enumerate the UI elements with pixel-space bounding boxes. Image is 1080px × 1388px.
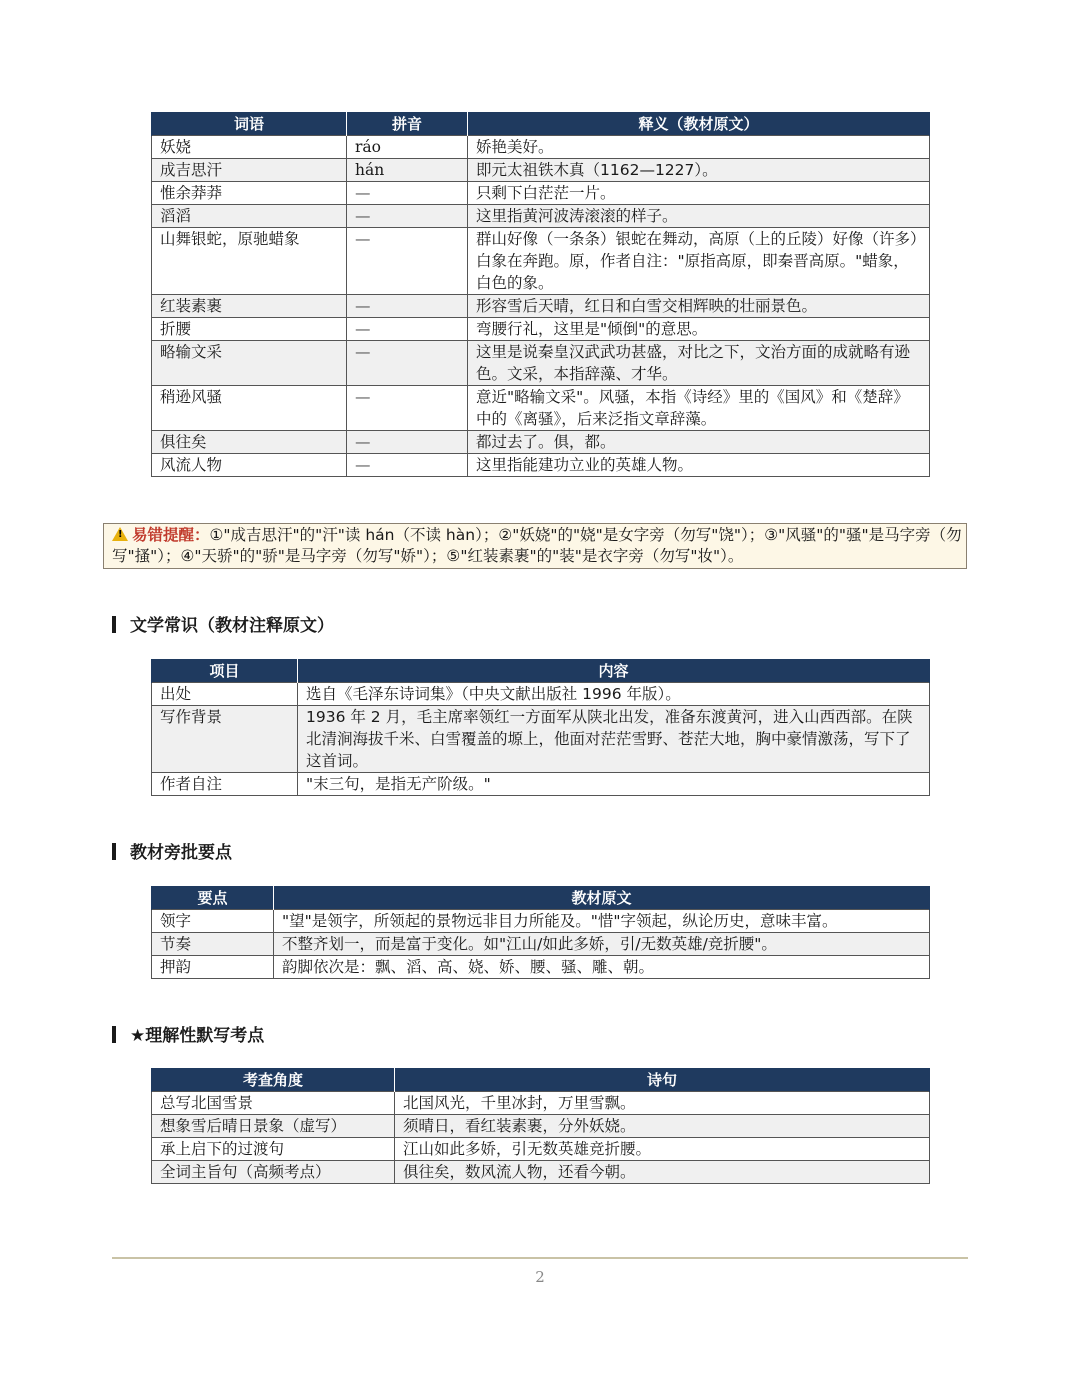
table-row xyxy=(152,182,930,205)
pinyin-cell: — xyxy=(347,205,468,228)
word-cell: 滔滔 xyxy=(152,205,347,228)
word-cell: 折腰 xyxy=(152,318,347,341)
meaning-cell: 都过去了。俱，都。 xyxy=(468,431,930,454)
pinyin-cell: ráo xyxy=(347,136,468,159)
item-cell: 出处 xyxy=(152,683,298,706)
dictation-table xyxy=(151,1068,930,1184)
content-cell: 选自《毛泽东诗词集》（中央文献出版社 1996 年版）。 xyxy=(298,683,930,706)
section-bar xyxy=(112,1026,116,1043)
section-title: 教材旁批要点 xyxy=(130,843,232,863)
table-row xyxy=(152,454,930,477)
item-cell: 写作背景 xyxy=(152,706,298,773)
line-cell: 江山如此多娇，引无数英雄竞折腰。 xyxy=(395,1138,930,1161)
header-point: 要点 xyxy=(152,886,274,910)
page-number: 2 xyxy=(535,1268,545,1286)
header-angle: 考查角度 xyxy=(152,1068,395,1092)
header-content: 内容 xyxy=(298,659,930,683)
meaning-cell: 这里指黄河波涛滚滚的样子。 xyxy=(468,205,930,228)
pinyin-cell: — xyxy=(347,228,468,295)
tip-label: 易错提醒： xyxy=(132,526,210,544)
section-bar xyxy=(112,616,116,633)
table-row xyxy=(152,318,930,341)
section-heading-dictation xyxy=(112,1025,264,1047)
pinyin-cell: — xyxy=(347,386,468,431)
table-row xyxy=(152,159,930,182)
line-cell: 北国风光，千里冰封，万里雪飘。 xyxy=(395,1092,930,1115)
header-pinyin: 拼音 xyxy=(347,112,468,136)
section-bar xyxy=(112,843,116,860)
pinyin-cell: — xyxy=(347,341,468,386)
angle-cell: 全词主旨句（高频考点） xyxy=(152,1161,395,1184)
angle-cell: 总写北国雪景 xyxy=(152,1092,395,1115)
point-cell: 领字 xyxy=(152,910,274,933)
meaning-cell: 形容雪后天晴，红日和白雪交相辉映的壮丽景色。 xyxy=(468,295,930,318)
pinyin-cell: — xyxy=(347,295,468,318)
angle-cell: 想象雪后晴日景象（虚写） xyxy=(152,1115,395,1138)
table-row xyxy=(152,1092,930,1115)
dictation-header-row xyxy=(152,1068,930,1092)
table-row xyxy=(152,341,930,386)
word-cell: 妖娆 xyxy=(152,136,347,159)
pinyin-cell: — xyxy=(347,431,468,454)
footer-divider xyxy=(112,1257,968,1259)
header-item: 项目 xyxy=(152,659,298,683)
vocabulary-header-row xyxy=(152,112,930,136)
literature-header-row xyxy=(152,659,930,683)
section-title: 文学常识（教材注释原文） xyxy=(130,616,334,636)
section-heading-literature xyxy=(112,615,334,637)
pinyin-cell: hán xyxy=(347,159,468,182)
header-meaning: 释义（教材原文） xyxy=(468,112,930,136)
header-word: 词语 xyxy=(152,112,347,136)
table-row xyxy=(152,956,930,979)
meaning-cell: 弯腰行礼，这里是"倾倒"的意思。 xyxy=(468,318,930,341)
table-row xyxy=(152,295,930,318)
table-row xyxy=(152,386,930,431)
point-cell: 押韵 xyxy=(152,956,274,979)
warning-icon xyxy=(112,527,128,541)
word-cell: 俱往矣 xyxy=(152,431,347,454)
word-cell: 红装素裹 xyxy=(152,295,347,318)
word-cell: 惟余莽莽 xyxy=(152,182,347,205)
meaning-cell: 这里指能建功立业的英雄人物。 xyxy=(468,454,930,477)
header-line: 诗句 xyxy=(395,1068,930,1092)
table-row xyxy=(152,910,930,933)
table-row xyxy=(152,706,930,773)
word-cell: 风流人物 xyxy=(152,454,347,477)
word-cell: 稍逊风骚 xyxy=(152,386,347,431)
table-row xyxy=(152,1115,930,1138)
word-cell: 成吉思汗 xyxy=(152,159,347,182)
text-cell: 韵脚依次是：飘、滔、高、娆、娇、腰、骚、雕、朝。 xyxy=(274,956,930,979)
meaning-cell: 这里是说秦皇汉武武功甚盛，对比之下，文治方面的成就略有逊色。文采，本指辞藻、才华。 xyxy=(468,341,930,386)
item-cell: 作者自注 xyxy=(152,773,298,796)
content-cell: "末三句，是指无产阶级。" xyxy=(298,773,930,796)
pinyin-cell: — xyxy=(347,454,468,477)
header-text: 教材原文 xyxy=(274,886,930,910)
literature-table xyxy=(151,659,930,796)
table-row xyxy=(152,773,930,796)
meaning-cell: 意近"略输文采"。风骚，本指《诗经》里的《国风》和《楚辞》中的《离骚》，后来泛指文章辞藻。 xyxy=(468,386,930,431)
section-heading-margin-notes xyxy=(112,842,232,864)
line-cell: 须晴日，看红装素裹，分外妖娆。 xyxy=(395,1115,930,1138)
point-cell: 节奏 xyxy=(152,933,274,956)
word-cell: 山舞银蛇，原驰蜡象 xyxy=(152,228,347,295)
error-tip-box xyxy=(103,523,967,569)
table-row xyxy=(152,228,930,295)
tip-text: ①"成吉思汗"的"汗"读 hán（不读 hàn）；②"妖娆"的"娆"是女字旁（勿写"饶"）；③"风骚"的"骚"是马字旁（勿写"搔"）；④"天骄"的"骄"是马字旁（勿写"娇"）；⑤"红装素裹"的"装"是衣字旁（勿写"妆"）。 xyxy=(112,526,962,565)
text-cell: 不整齐划一，而是富于变化。如"江山/如此多娇，引/无数英雄/竞折腰"。 xyxy=(274,933,930,956)
word-cell: 略输文采 xyxy=(152,341,347,386)
text-cell: "望"是领字，所领起的景物远非目力所能及。"惜"字领起，纵论历史，意味丰富。 xyxy=(274,910,930,933)
margin-notes-header-row xyxy=(152,886,930,910)
meaning-cell: 只剩下白茫茫一片。 xyxy=(468,182,930,205)
pinyin-cell: — xyxy=(347,318,468,341)
content-cell: 1936 年 2 月，毛主席率领红一方面军从陕北出发，准备东渡黄河，进入山西西部。在陕北清涧海拔千米、白雪覆盖的塬上，他面对茫茫雪野、苍茫大地，胸中豪情激荡，写下了这首词。 xyxy=(298,706,930,773)
table-row xyxy=(152,205,930,228)
table-row xyxy=(152,683,930,706)
meaning-cell: 群山好像（一条条）银蛇在舞动，高原（上的丘陵）好像（许多）白象在奔跑。原，作者自注："原指高原，即秦晋高原。"蜡象，白色的象。 xyxy=(468,228,930,295)
line-cell: 俱往矣，数风流人物，还看今朝。 xyxy=(395,1161,930,1184)
vocabulary-table xyxy=(151,112,930,477)
table-row xyxy=(152,136,930,159)
meaning-cell: 即元太祖铁木真（1162—1227）。 xyxy=(468,159,930,182)
section-title: ★理解性默写考点 xyxy=(130,1026,265,1046)
table-row xyxy=(152,431,930,454)
angle-cell: 承上启下的过渡句 xyxy=(152,1138,395,1161)
meaning-cell: 娇艳美好。 xyxy=(468,136,930,159)
margin-notes-table xyxy=(151,886,930,979)
table-row xyxy=(152,1138,930,1161)
table-row xyxy=(152,933,930,956)
pinyin-cell: — xyxy=(347,182,468,205)
table-row xyxy=(152,1161,930,1184)
